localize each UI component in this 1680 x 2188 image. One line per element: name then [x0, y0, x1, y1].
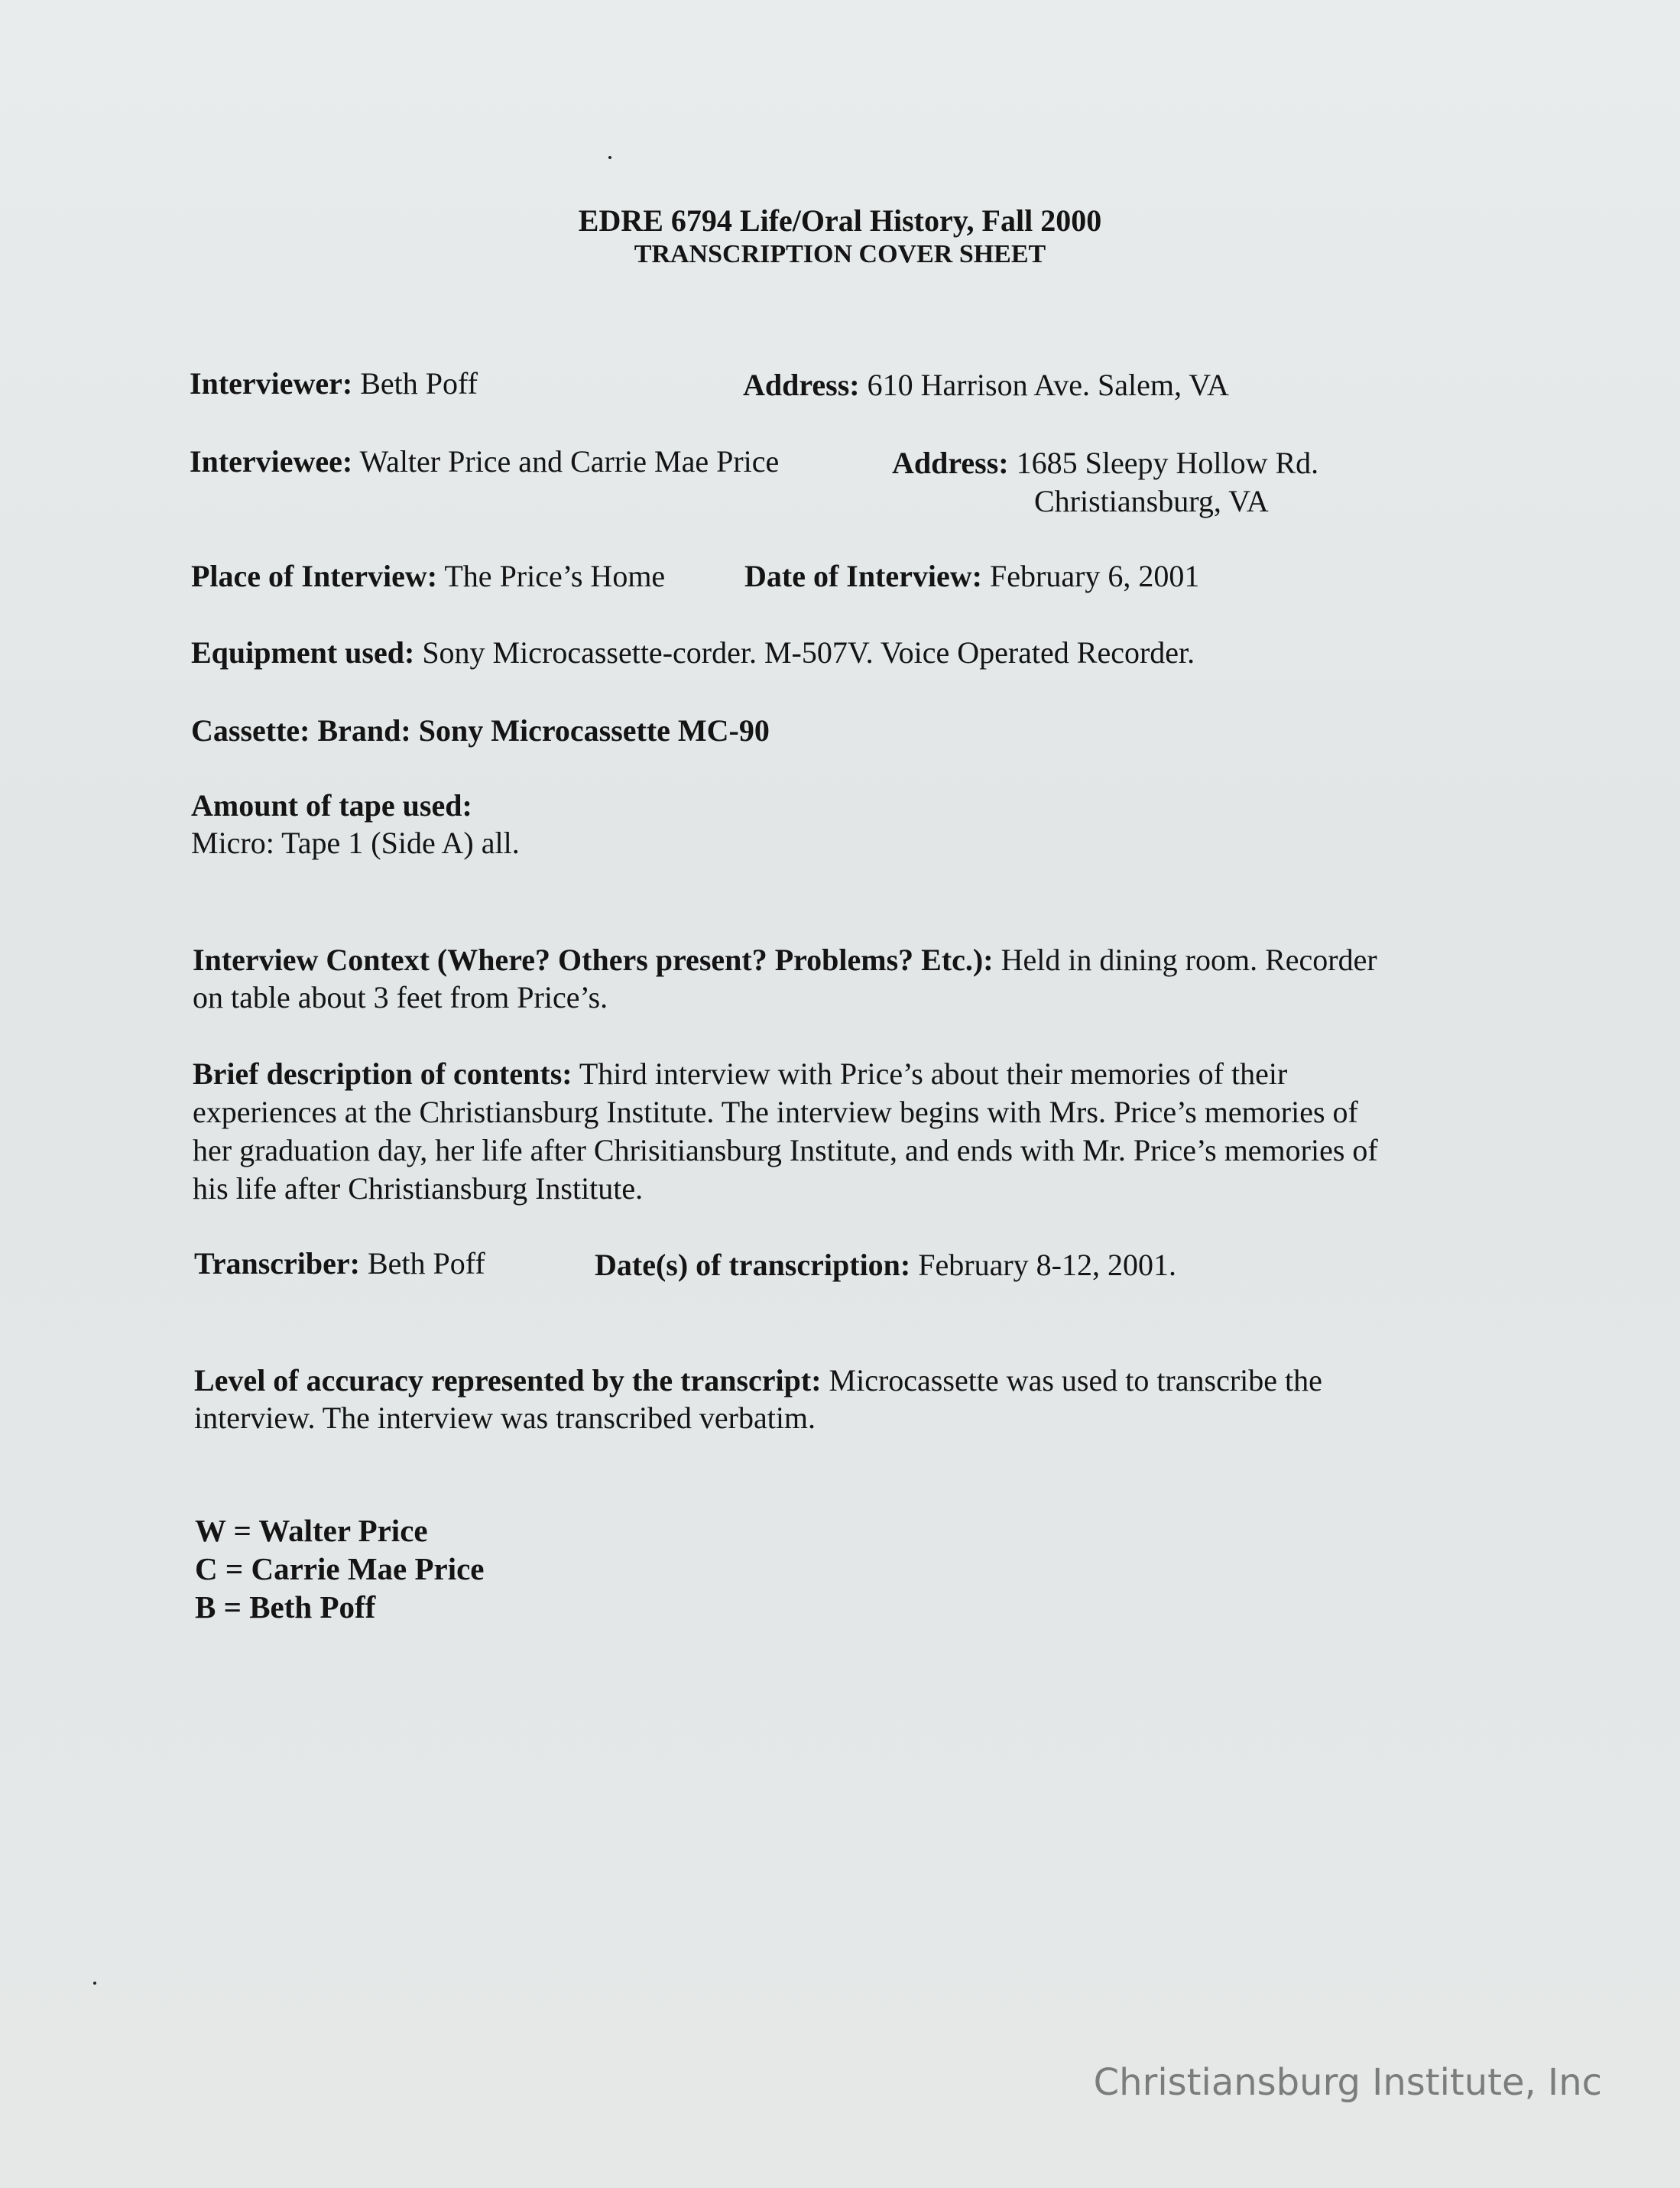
interviewee-label: Interviewee: — [190, 444, 353, 479]
paper-speck — [93, 1982, 96, 1985]
interviewer-value: Beth Poff — [360, 366, 478, 401]
place-value: The Price’s Home — [444, 559, 666, 593]
description-line1: Third interview with Price’s about their memories of their — [579, 1057, 1288, 1091]
interviewer-label: Interviewer: — [190, 366, 353, 401]
transcriber-label: Transcriber: — [194, 1246, 360, 1281]
interviewee-value: Walter Price and Carrie Mae Price — [359, 444, 780, 479]
interviewee-address-row — [892, 445, 1318, 482]
date-value: February 6, 2001 — [990, 559, 1200, 593]
accuracy-paragraph — [194, 1362, 1322, 1436]
equipment-row — [191, 635, 1195, 671]
context-label: Interview Context (Where? Others present? Problems? Etc.): — [193, 943, 994, 977]
document-subtitle: TRANSCRIPTION COVER SHEET — [634, 240, 1046, 268]
interviewer-row — [190, 365, 478, 402]
context-line1: Held in dining room. Recorder — [1001, 943, 1377, 977]
watermark: Christiansburg Institute, Inc — [1093, 2061, 1602, 2104]
date-label: Date of Interview: — [744, 559, 982, 593]
transcriber-row — [194, 1245, 485, 1282]
document-title: EDRE 6794 Life/Oral History, Fall 2000 — [578, 203, 1102, 238]
paper-speck — [608, 156, 611, 159]
equipment-value: Sony Microcassette-corder. M-507V. Voice Operated Recorder. — [422, 635, 1195, 670]
interviewee-row — [190, 443, 779, 480]
description-line3: her graduation day, her life after Chrisitiansburg Institute, and ends with Mr. Price’s memories of — [193, 1133, 1378, 1167]
tape-label: Amount of tape used: — [191, 788, 472, 823]
interviewer-address-value: 610 Harrison Ave. Salem, VA — [867, 368, 1229, 402]
context-line — [193, 941, 1377, 979]
accuracy-line1: Microcassette was used to transcribe the — [829, 1363, 1322, 1398]
description-line — [193, 1055, 1378, 1093]
legend-item: C = Carrie Mae Price — [195, 1551, 485, 1586]
accuracy-line2: interview. The interview was transcribed verbatim. — [194, 1401, 816, 1435]
cassette-line: Cassette: Brand: Sony Microcassette MC-90 — [191, 713, 770, 748]
context-line2: on table about 3 feet from Price’s. — [193, 980, 608, 1014]
transcriber-value: Beth Poff — [367, 1246, 485, 1281]
place-label: Place of Interview: — [191, 559, 438, 593]
interviewer-address-label: Address: — [743, 368, 860, 402]
equipment-label: Equipment used: — [191, 635, 415, 670]
accuracy-label: Level of accuracy represented by the transcript: — [194, 1363, 822, 1398]
description-line2: experiences at the Christiansburg Institute. The interview begins with Mrs. Price’s memories of — [193, 1095, 1358, 1129]
transcription-dates-value: February 8-12, 2001. — [918, 1248, 1176, 1282]
accuracy-line — [194, 1362, 1322, 1399]
transcription-dates-label: Date(s) of transcription: — [595, 1248, 911, 1282]
legend-item: B = Beth Poff — [195, 1589, 376, 1625]
description-paragraph — [193, 1055, 1378, 1208]
interviewee-address-label: Address: — [892, 446, 1009, 480]
interviewee-address-line2: Christiansburg, VA — [1034, 484, 1269, 518]
tape-value: Micro: Tape 1 (Side A) all. — [191, 826, 520, 860]
legend-item: W = Walter Price — [195, 1513, 428, 1548]
context-paragraph — [193, 941, 1377, 1016]
description-line4: his life after Christiansburg Institute. — [193, 1171, 644, 1206]
interviewee-address-line1: 1685 Sleepy Hollow Rd. — [1016, 446, 1319, 480]
transcription-dates-row — [595, 1247, 1176, 1284]
description-label: Brief description of contents: — [193, 1057, 572, 1091]
interviewer-address-row — [743, 367, 1229, 404]
speaker-legend — [195, 1511, 485, 1626]
place-row — [191, 558, 665, 595]
date-row — [744, 558, 1199, 595]
